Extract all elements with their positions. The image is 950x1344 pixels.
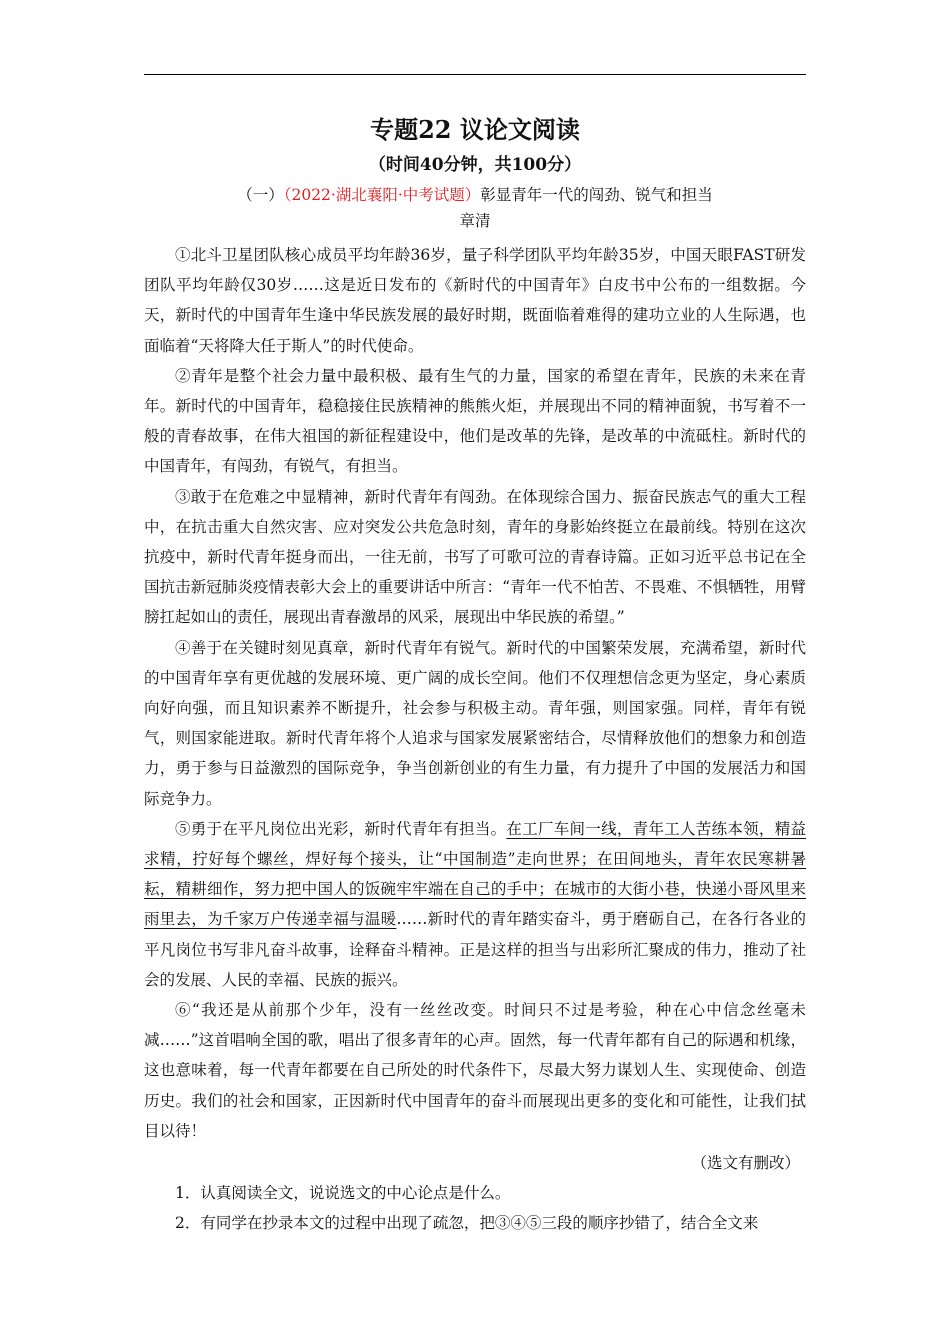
paragraph-5-tail: ……新时代的青年踏实奋斗，勇于磨砺自己，在各行各业的平凡岗位书写非凡奋斗故事，诠释奋斗精神。正是这样的担当与出彩所汇聚成的伟力，推动了社会的发展、人民的幸福、民族的振兴。 (144, 910, 806, 989)
article-author: 章清 (459, 212, 491, 230)
page-title: 专题22 议论文阅读 (370, 115, 580, 144)
paragraph-4: ④善于在关键时刻见真章，新时代青年有锐气。新时代的中国繁荣发展，充满希望，新时代的中国青年享有更优越的发展环境、更广阔的成长空间。他们不仅理想信念更为坚定，身心素质向好向强，而且知识素养不断提升，社会参与积极主动。青年强，则国家强。同样，青年有锐气，则国家能进取。新时代青年将个人追求与国家发展紧密结合，尽情释放他们的想象力和创造力，勇于参与日益激烈的国际竞争，争当创新创业的有生力量，有力提升了中国的发展活力和国际竞争力。 (144, 638, 806, 808)
question-2: 2．有同学在抄录本文的过程中出现了疏忽，把③④⑤三段的顺序抄错了，结合全文来 (175, 1214, 759, 1233)
time-score-note: （时间40分钟，共100分） (368, 155, 582, 175)
paragraph-1: ①北斗卫星团队核心成员平均年龄36岁，量子科学团队平均年龄35岁，中国天眼FAST研发团队平均年龄仅30岁……这是近日发布的《新时代的中国青年》白皮书中公布的一组数据。今天，新时代的中国青年生逢中华民族发展的最好时期，既面临着难得的建功立业的人生际遇，也面临着“天将降大任于斯人”的时代使命。 (144, 246, 806, 355)
question-1: 1．认真阅读全文，说说选文的中心论点是什么。 (175, 1184, 511, 1203)
underlined-passage: 在工厂车间一线，青年工人苦练本领，精益求精，拧好每个螺丝，焊好每个接头，让“中国制造”走向世界；在田间地头，青年农民寒耕暑耘，精耕细作，努力把中国人的饭碗牢牢端在自己的手中；在城市的大街小巷，快递小哥风里来雨里去，为千家万户传递幸福与温暖 (144, 819, 806, 929)
paragraph-5 (144, 814, 806, 995)
paragraph-6: ⑥“我还是从前那个少年，没有一丝丝改变。时间只不过是考验，种在心中信念丝毫未减……”这首唱响全国的歌，唱出了很多青年的心声。固然，每一代青年都有自己的际遇和机缘，这也意味着，每一代青年都要在自己所处的时代条件下，尽最大努力谋划人生、实现使命、创造历史。我们的社会和国家，正因新时代中国青年的奋斗而展现出更多的变化和可能性，让我们拭目以待！ (144, 1001, 806, 1140)
source-tag: （2022·湖北襄阳·中考试题） (283, 186, 481, 204)
section-number: （一） (237, 186, 284, 204)
header-rule (144, 74, 806, 75)
paragraph-3: ③敢于在危难之中显精神，新时代青年有闯劲。在体现综合国力、振奋民族志气的重大工程中，在抗击重大自然灾害、应对突发公共危急时刻，青年的身影始终挺立在最前线。特别在这次抗疫中，新时代青年挺身而出，一往无前，书写了可歌可泣的青春诗篇。正如习近平总书记在全国抗击新冠肺炎疫情表彰大会上的重要讲话中所言：“青年一代不怕苦、不畏难、不惧牺牲，用臂膀扛起如山的责任，展现出青春激昂的风采，展现出中华民族的希望。” (144, 487, 806, 627)
article-title: 彰显青年一代的闯劲、锐气和担当 (480, 186, 713, 204)
paragraph-2: ②青年是整个社会力量中最积极、最有生气的力量，国家的希望在青年，民族的未来在青年。新时代的中国青年，稳稳接住民族精神的熊熊火炬，并展现出不同的精神面貌，书写着不一般的青春故事，在伟大祖国的新征程建设中，他们是改革的先锋，是改革的中流砥柱。新时代的中国青年，有闯劲，有锐气，有担当。 (144, 366, 806, 476)
paragraph-5-lead: ⑤勇于在平凡岗位出光彩，新时代青年有担当。 (175, 819, 507, 838)
source-note: （选文有删改） (691, 1154, 800, 1173)
document-body (144, 110, 806, 1238)
section-heading (144, 182, 806, 208)
